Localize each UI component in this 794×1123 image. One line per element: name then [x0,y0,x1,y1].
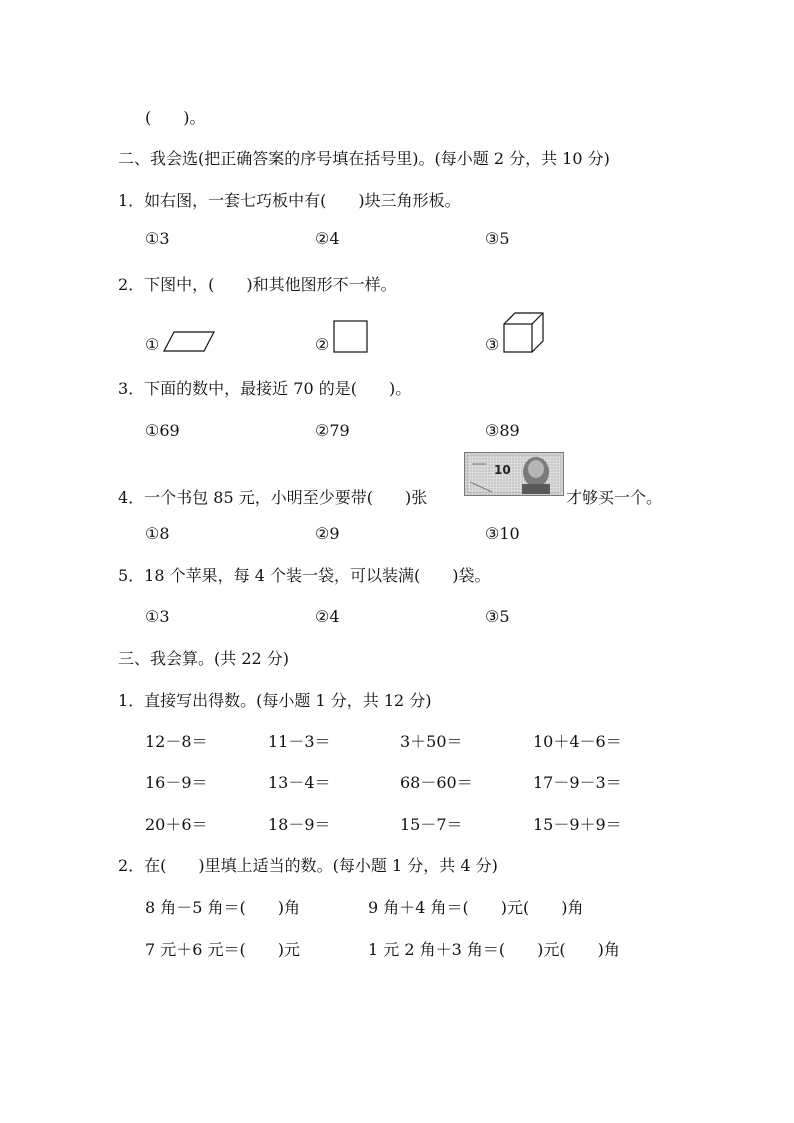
calc-item: 20＋6＝ [145,815,208,834]
answer-blank-line: ( )。 [145,108,206,127]
calc-item: 16－9＝ [145,773,208,792]
calc-item: 3＋50＝ [400,732,463,751]
q4-option-3: ③10 [485,524,520,543]
parallelogram-icon [162,331,216,353]
q5-option-2: ②4 [315,607,340,626]
q2-stem: 2．下图中，( )和其他图形不一样。 [118,275,397,294]
calc-item: 15－7＝ [400,815,463,834]
calc-item: 18－9＝ [268,815,331,834]
calc-item: 17－9－3＝ [533,773,622,792]
fill-item: 8 角－5 角＝( )角 [145,898,301,917]
q1-option-2: ②4 [315,229,340,248]
calc-item: 15－9＋9＝ [533,815,622,834]
cube-icon [503,312,545,354]
q1-option-1: ①3 [145,229,170,248]
q2-option-2: ② [315,335,330,354]
q2-option-3: ③ [485,335,500,354]
q4-option-2: ②9 [315,524,340,543]
section3-heading: 三、我会算。(共 22 分) [118,649,290,668]
p2-stem: 2．在( )里填上适当的数。(每小题 1 分，共 4 分) [118,856,498,875]
calc-item: 68－60＝ [400,773,473,792]
q3-stem: 3．下面的数中，最接近 70 的是( )。 [118,379,412,398]
q5-option-3: ③5 [485,607,510,626]
q4-stem-before: 4．一个书包 85 元，小明至少要带( )张 [118,488,428,507]
q3-option-1: ①69 [145,421,180,440]
calc-item: 12－8＝ [145,732,208,751]
q3-option-3: ③89 [485,421,520,440]
p1-stem: 1．直接写出得数。(每小题 1 分，共 12 分) [118,691,432,710]
q2-option-1: ① [145,335,160,354]
q4-option-1: ①8 [145,524,170,543]
banknote-icon [464,452,564,496]
fill-item: 1 元 2 角＋3 角＝( )元( )角 [368,940,620,959]
q3-option-2: ②79 [315,421,350,440]
svg-text:10: 10 [494,463,511,477]
calc-item: 11－3＝ [268,732,331,751]
section2-heading: 二、我会选(把正确答案的序号填在括号里)。(每小题 2 分，共 10 分) [118,149,610,168]
calc-item: 10＋4－6＝ [533,732,622,751]
fill-item: 9 角＋4 角＝( )元( )角 [368,898,584,917]
square-icon [333,320,369,354]
fill-item: 7 元＋6 元＝( )元 [145,940,301,959]
q4-stem-after: 才够买一个。 [566,488,663,507]
q1-stem: 1．如右图，一套七巧板中有( )块三角形板。 [118,191,461,210]
calc-item: 13－4＝ [268,773,331,792]
q1-option-3: ③5 [485,229,510,248]
q5-stem: 5．18 个苹果，每 4 个装一袋，可以装满( )袋。 [118,566,491,585]
q5-option-1: ①3 [145,607,170,626]
